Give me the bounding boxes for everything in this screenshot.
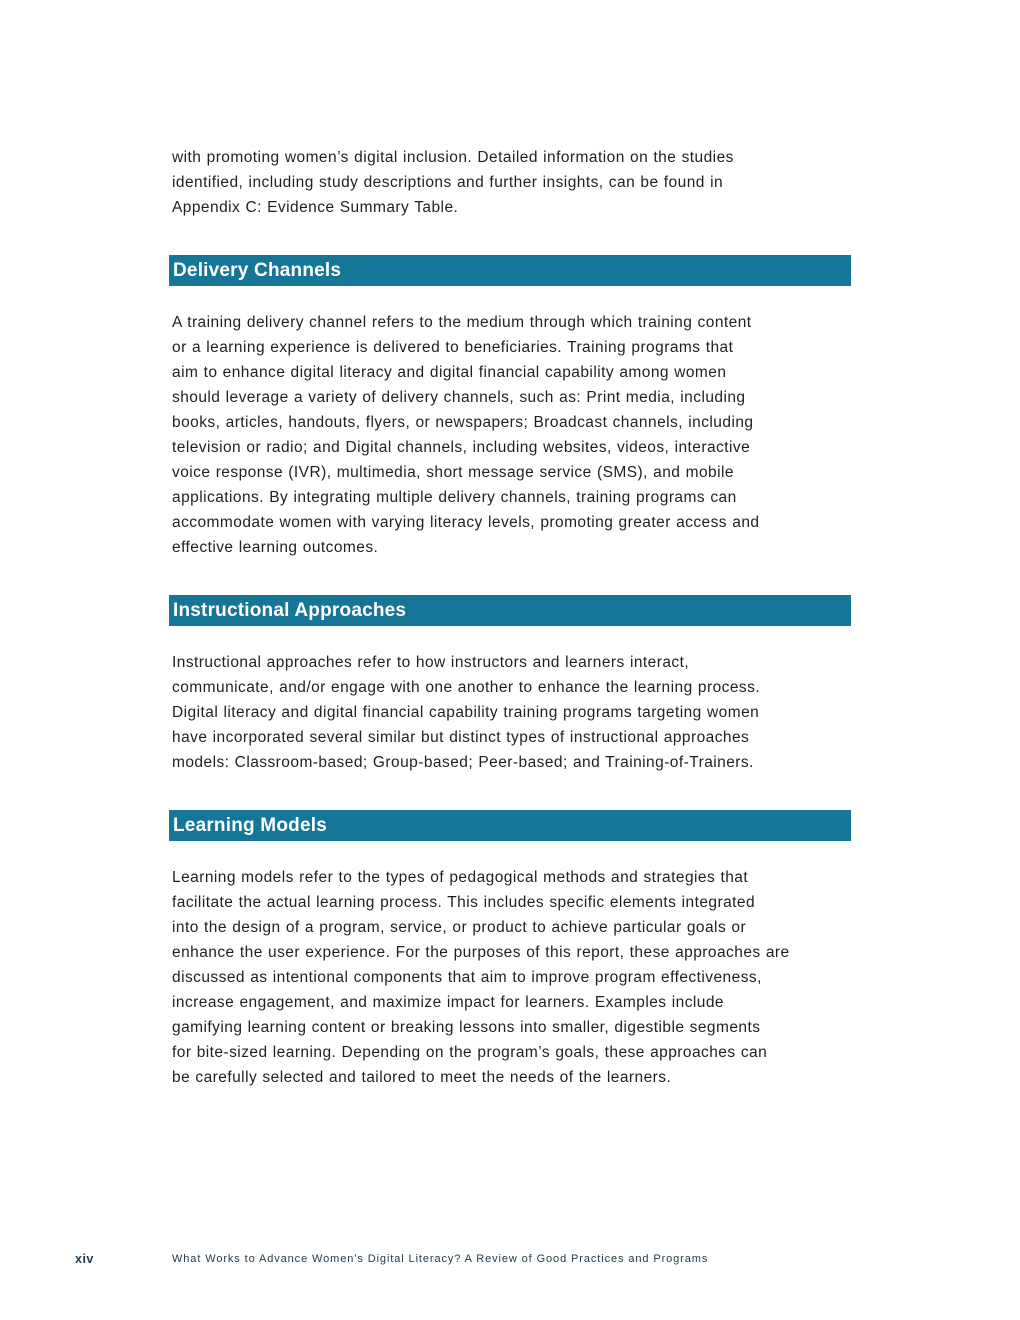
text-line: accommodate women with varying literacy levels, promoting greater access and <box>172 514 760 531</box>
text-line: or a learning experience is delivered to beneficiaries. Training programs that <box>172 339 734 356</box>
intro-paragraph <box>172 145 852 220</box>
text-line: should leverage a variety of delivery channels, such as: Print media, including <box>172 389 746 406</box>
section-heading-bar <box>169 255 851 286</box>
text-line: have incorporated several similar but distinct types of instructional approaches <box>172 729 750 746</box>
text-line: applications. By integrating multiple delivery channels, training programs can <box>172 489 737 506</box>
text-line: identified, including study descriptions and further insights, can be found in <box>172 174 724 191</box>
text-line: books, articles, handouts, flyers, or newspapers; Broadcast channels, including <box>172 414 754 431</box>
learning-models-paragraph <box>172 865 852 1090</box>
text-line: discussed as intentional components that aim to improve program effectiveness, <box>172 969 762 986</box>
section-heading-learning-models: Learning Models <box>173 815 327 836</box>
delivery-channels-paragraph <box>172 310 852 560</box>
text-line: aim to enhance digital literacy and digital financial capability among women <box>172 364 727 381</box>
text-line: facilitate the actual learning process. This includes specific elements integrated <box>172 894 756 911</box>
section-heading-delivery-channels: Delivery Channels <box>173 260 342 281</box>
text-line: A training delivery channel refers to the medium through which training content <box>172 314 752 331</box>
text-line: with promoting women’s digital inclusion. Detailed information on the studies <box>172 149 734 166</box>
section-heading-bar <box>169 810 851 841</box>
text-line: into the design of a program, service, or product to achieve particular goals or <box>172 919 747 936</box>
text-line: television or radio; and Digital channels, including websites, videos, interactive <box>172 439 751 456</box>
text-line: effective learning outcomes. <box>172 539 379 556</box>
section-heading-bar <box>169 595 851 626</box>
text-line: communicate, and/or engage with one another to enhance the learning process. <box>172 679 761 696</box>
text-line: increase engagement, and maximize impact for learners. Examples include <box>172 994 725 1011</box>
text-line: Instructional approaches refer to how instructors and learners interact, <box>172 654 690 671</box>
text-line: models: Classroom-based; Group-based; Peer-based; and Training-of-Trainers. <box>172 754 754 771</box>
instructional-approaches-paragraph <box>172 650 852 775</box>
text-line: enhance the user experience. For the purposes of this report, these approaches are <box>172 944 790 961</box>
section-heading-instructional-approaches: Instructional Approaches <box>173 600 407 621</box>
text-line: Learning models refer to the types of pedagogical methods and strategies that <box>172 869 749 886</box>
text-line: Appendix C: Evidence Summary Table. <box>172 199 459 216</box>
page-number: xiv <box>75 1252 94 1266</box>
text-line: voice response (IVR), multimedia, short message service (SMS), and mobile <box>172 464 734 481</box>
text-line: Digital literacy and digital financial capability training programs targeting women <box>172 704 760 721</box>
running-footer-title: What Works to Advance Women’s Digital Literacy? A Review of Good Practices and Programs <box>172 1253 709 1265</box>
text-line: be carefully selected and tailored to meet the needs of the learners. <box>172 1069 672 1086</box>
text-line: gamifying learning content or breaking lessons into smaller, digestible segments <box>172 1019 761 1036</box>
text-line: for bite-sized learning. Depending on the program’s goals, these approaches can <box>172 1044 768 1061</box>
